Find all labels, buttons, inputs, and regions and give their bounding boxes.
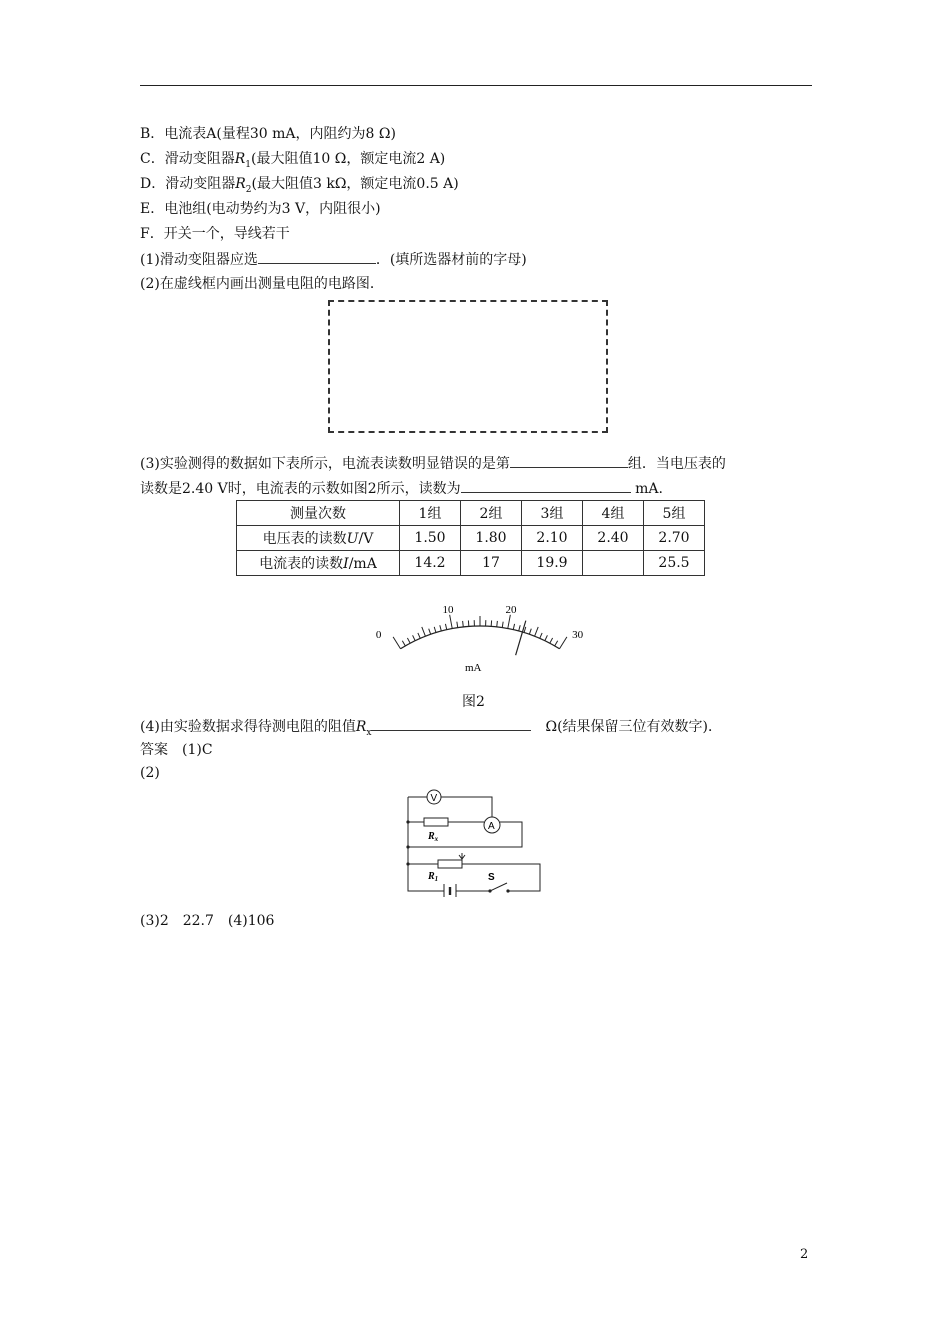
meter-tick xyxy=(440,625,442,631)
switch-label: S xyxy=(488,872,495,883)
junction-dot xyxy=(406,845,409,848)
row-label-current: 电流表的读数I/mA xyxy=(237,551,400,576)
table-header-cell: 测量次数 xyxy=(237,501,400,526)
table-cell: 2.70 xyxy=(644,526,705,551)
meter-tick xyxy=(422,627,426,636)
meter-tick xyxy=(418,633,420,639)
meter-tick xyxy=(535,627,539,636)
junction-dot xyxy=(406,820,409,823)
svg-text:A: A xyxy=(488,821,495,832)
meter-unit-label: mA xyxy=(465,662,482,674)
meter-tick xyxy=(502,622,503,628)
ammeter-dial-figure xyxy=(375,596,585,686)
meter-tick xyxy=(529,629,531,635)
meter-ticks xyxy=(393,615,567,649)
question-2: (2)在虚线框内画出测量电阻的电路图． xyxy=(140,276,384,292)
table-cell: 2.10 xyxy=(522,526,583,551)
question-1: (1)滑动变阻器应选 ．(填所选器材前的字母) xyxy=(140,249,527,270)
voltmeter-symbol xyxy=(427,790,441,804)
meter-tick xyxy=(434,627,436,633)
answer-circuit-diagram xyxy=(400,787,550,897)
table-header-cell: 2组 xyxy=(461,501,522,526)
meter-needle xyxy=(516,621,526,656)
meter-tick xyxy=(513,624,514,630)
question-3-line1: (3)实验测得的数据如下表所示，电流表读数明显错误的是第 组．当电压表的 xyxy=(140,453,726,474)
meter-tick xyxy=(463,621,464,627)
meter-tick xyxy=(445,624,446,630)
answer-blank-1[interactable] xyxy=(258,249,376,264)
r1-label: $R_1$ xyxy=(428,871,439,883)
page-number: 2 xyxy=(800,1247,809,1262)
meter-tick xyxy=(402,641,405,646)
circuit-drawing-box[interactable] xyxy=(328,300,608,433)
table-header-cell: 3组 xyxy=(522,501,583,526)
option-c: C．滑动变阻器$R_1$(最大阻值10 Ω，额定电流2 A) xyxy=(140,151,446,170)
rheostat-r1-symbol xyxy=(438,860,462,868)
meter-tick xyxy=(413,635,416,640)
junction-dot xyxy=(406,862,409,865)
table-header-cell: 1组 xyxy=(400,501,461,526)
table-header-cell: 4组 xyxy=(583,501,644,526)
table-row xyxy=(237,526,705,551)
table-row xyxy=(237,551,705,576)
answer-line-3: (3)2 22.7 (4)106 xyxy=(140,913,275,929)
meter-tick-label: 30 xyxy=(572,628,584,641)
figure-caption: 图2 xyxy=(462,694,485,710)
header-rule xyxy=(140,85,812,86)
meter-scale-arc xyxy=(401,626,560,649)
question-4: (4)由实验数据求得待测电阻的阻值$R_x$ Ω(结果保留三位有效数字)． xyxy=(140,716,722,743)
meter-tick xyxy=(393,637,400,649)
measurement-table xyxy=(236,500,705,576)
table-header-row xyxy=(237,501,705,526)
meter-tick xyxy=(407,638,410,643)
meter-tick-label: 10 xyxy=(442,603,454,616)
svg-text:V: V xyxy=(430,793,438,804)
answer-line-2: (2) xyxy=(140,765,160,781)
meter-tick xyxy=(450,615,453,629)
table-header-cell: 5组 xyxy=(644,501,705,526)
answer-blank-3b[interactable] xyxy=(461,478,631,493)
option-b: B．电流表A(量程30 mA，内阻约为8 Ω) xyxy=(140,126,396,142)
answer-blank-4[interactable] xyxy=(371,716,531,731)
table-cell: 1.50 xyxy=(400,526,461,551)
table-cell: 2.40 xyxy=(583,526,644,551)
table-cell: 25.5 xyxy=(644,551,705,576)
row-label-voltage: 电压表的读数U/V xyxy=(237,526,400,551)
table-cell: 17 xyxy=(461,551,522,576)
table-cell: 1.80 xyxy=(461,526,522,551)
meter-tick-label: 20 xyxy=(505,603,517,616)
table-cell xyxy=(583,551,644,576)
meter-tick-label: 0 xyxy=(375,628,382,641)
meter-tick xyxy=(457,622,458,628)
option-f: F．开关一个，导线若干 xyxy=(140,226,290,242)
ammeter-symbol xyxy=(484,817,500,833)
meter-tick xyxy=(545,635,548,640)
meter-tick xyxy=(519,625,521,631)
answer-blank-3a[interactable] xyxy=(510,453,628,468)
meter-tick xyxy=(497,621,498,627)
table-cell: 19.9 xyxy=(522,551,583,576)
meter-tick xyxy=(540,633,542,639)
resistor-rx-symbol xyxy=(424,818,448,826)
meter-tick xyxy=(429,629,431,635)
meter-tick xyxy=(555,641,558,646)
option-e: E．电池组(电动势约为3 V，内阻很小) xyxy=(140,201,381,217)
answer-line-1: 答案 (1)C xyxy=(140,742,213,758)
battery-symbol xyxy=(444,884,456,897)
option-d: D．滑动变阻器$R_2$(最大阻值3 kΩ，额定电流0.5 A) xyxy=(140,176,459,195)
meter-tick xyxy=(508,615,511,629)
meter-tick xyxy=(550,638,553,643)
table-cell: 14.2 xyxy=(400,551,461,576)
question-3-line2: 读数是2.40 V时，电流表的示数如图2所示，读数为 mA. xyxy=(140,478,663,499)
switch-symbol xyxy=(488,883,509,893)
rx-label: $R_x$ xyxy=(428,831,439,843)
meter-tick xyxy=(559,637,566,649)
